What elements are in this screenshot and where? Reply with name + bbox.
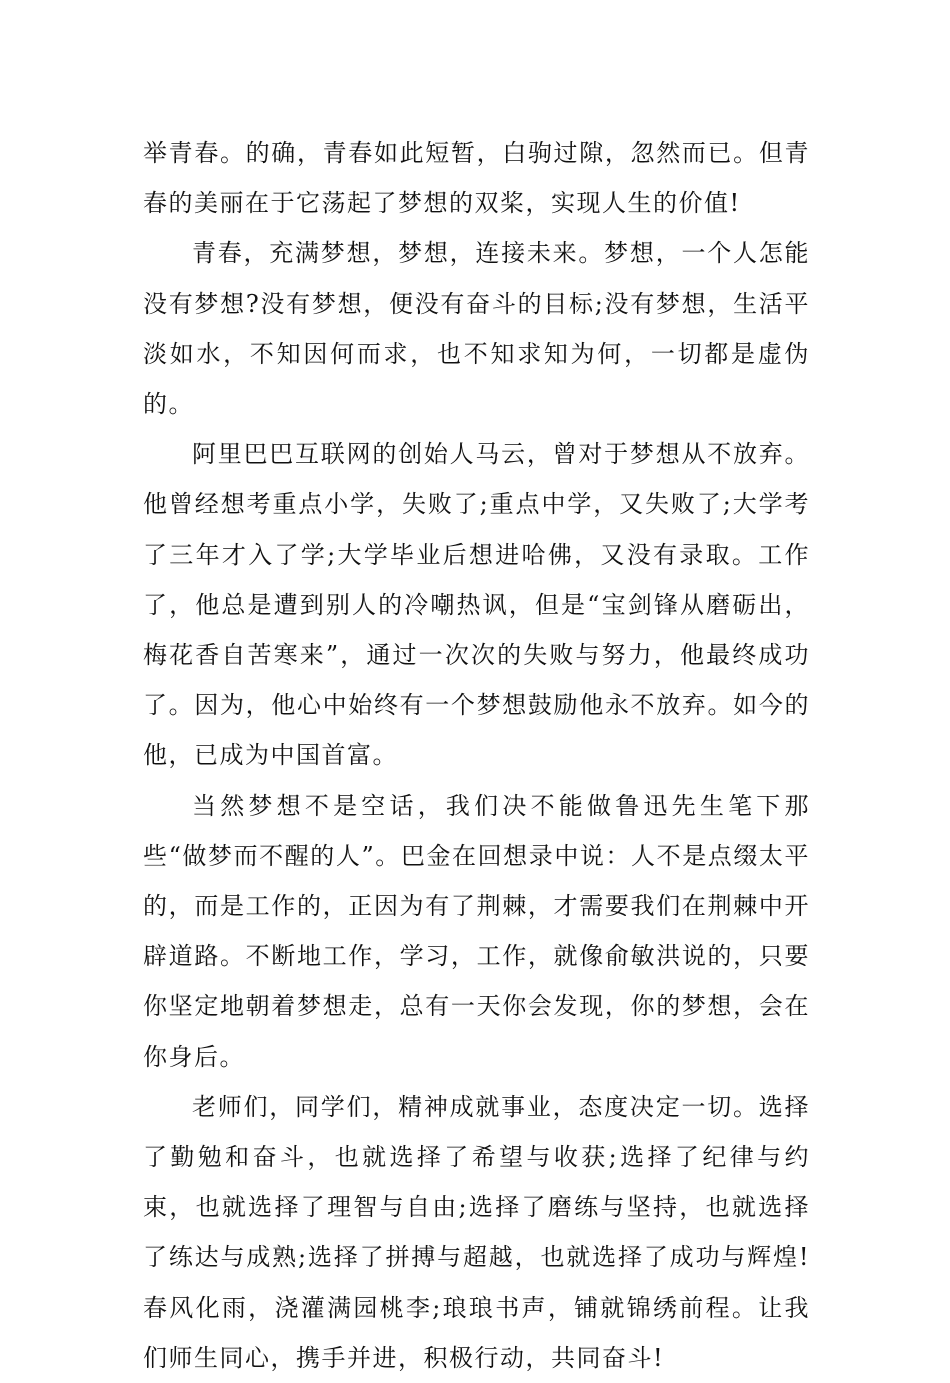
paragraph-youth-dreams: 青春，充满梦想，梦想，连接未来。梦想，一个人怎能没有梦想?没有梦想，便没有奋斗的目标;没有梦想，生活平淡如水，不知因何而求，也不知求知为何，一切都是虚伪的。: [143, 239, 810, 419]
paragraph-closing: 老师们，同学们，精神成就事业，态度决定一切。选择了勤勉和奋斗，也就选择了希望与收获;选择了纪律与约束，也就选择了理智与自由;选择了磨练与坚持，也就选择了练达与成熟;选择了拼搏与超越，也就选择了成功与辉煌!春风化雨，浇灌满园桃李;琅琅书声，铺就锦绣前程。让我们师生同心，携手并进，积极行动，共同奋斗!: [143, 1092, 810, 1372]
paragraph-jack-ma: 阿里巴巴互联网的创始人马云，曾对于梦想从不放弃。他曾经想考重点小学，失败了;重点中学，又失败了;大学考了三年才入了学;大学毕业后想进哈佛，又没有录取。工作了，他总是遭到别人的冷嘲热讽，但是“宝剑锋从磨砺出，梅花香自苦寒来”，通过一次次的失败与努力，他最终成功了。因为，他心中始终有一个梦想鼓励他永不放弃。如今的他，已成为中国首富。: [143, 440, 810, 770]
paragraph-dreams-not-empty-words: 当然梦想不是空话，我们决不能做鲁迅先生笔下那些“做梦而不醒的人”。巴金在回想录中说：人不是点缀太平的，而是工作的，正因为有了荆棘，才需要我们在荆棘中开辟道路。不断地工作，学习，工作，就像俞敏洪说的，只要你坚定地朝着梦想走，总有一天你会发现，你的梦想，会在你身后。: [143, 791, 810, 1071]
paragraph-continuation: 举青春。的确，青春如此短暂，白驹过隙，忽然而已。但青春的美丽在于它荡起了梦想的双桨，实现人生的价值!: [143, 139, 810, 218]
body-text: [143, 128, 810, 1383]
